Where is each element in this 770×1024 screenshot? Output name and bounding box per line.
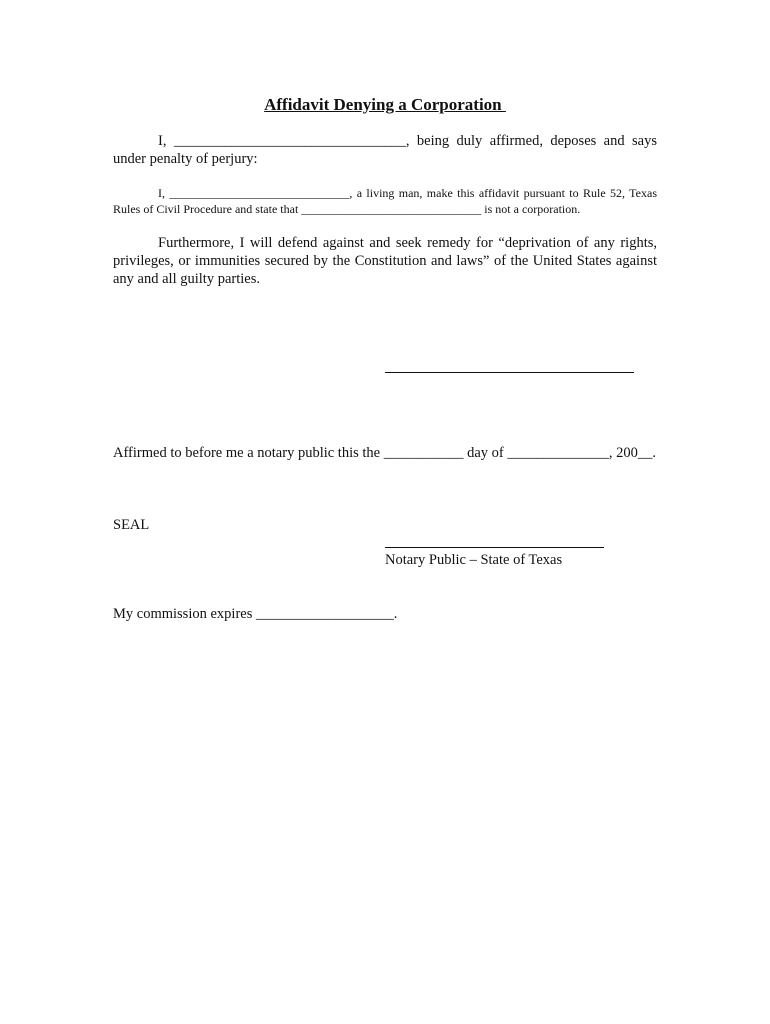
affiant-signature-line	[385, 372, 634, 373]
notary-signature-line	[385, 547, 604, 548]
notary-label: Notary Public – State of Texas	[385, 552, 563, 568]
opening-statement: I, ________________________________, being duly affirmed, deposes and says under penalty of perjury:	[113, 133, 657, 167]
remedy-statement: Furthermore, I will defend against and seek remedy for “deprivation of any rights, privileges, or immunities secured by the Constitution and laws” of the United States against any and all guilty parties.	[113, 235, 657, 287]
commission-expiry: My commission expires ___________________.	[113, 606, 398, 622]
notary-affirmation: Affirmed to before me a notary public this the ___________ day of ______________, 200__.	[113, 445, 656, 461]
seal-label: SEAL	[113, 517, 150, 533]
affidavit-statement: I, ______________________________, a living man, make this affidavit pursuant to Rule 52, Texas Rules of Civil Procedure and state that ______________________________ is not a corporation.	[113, 186, 657, 216]
document-title: Affidavit Denying a Corporation	[264, 95, 506, 114]
